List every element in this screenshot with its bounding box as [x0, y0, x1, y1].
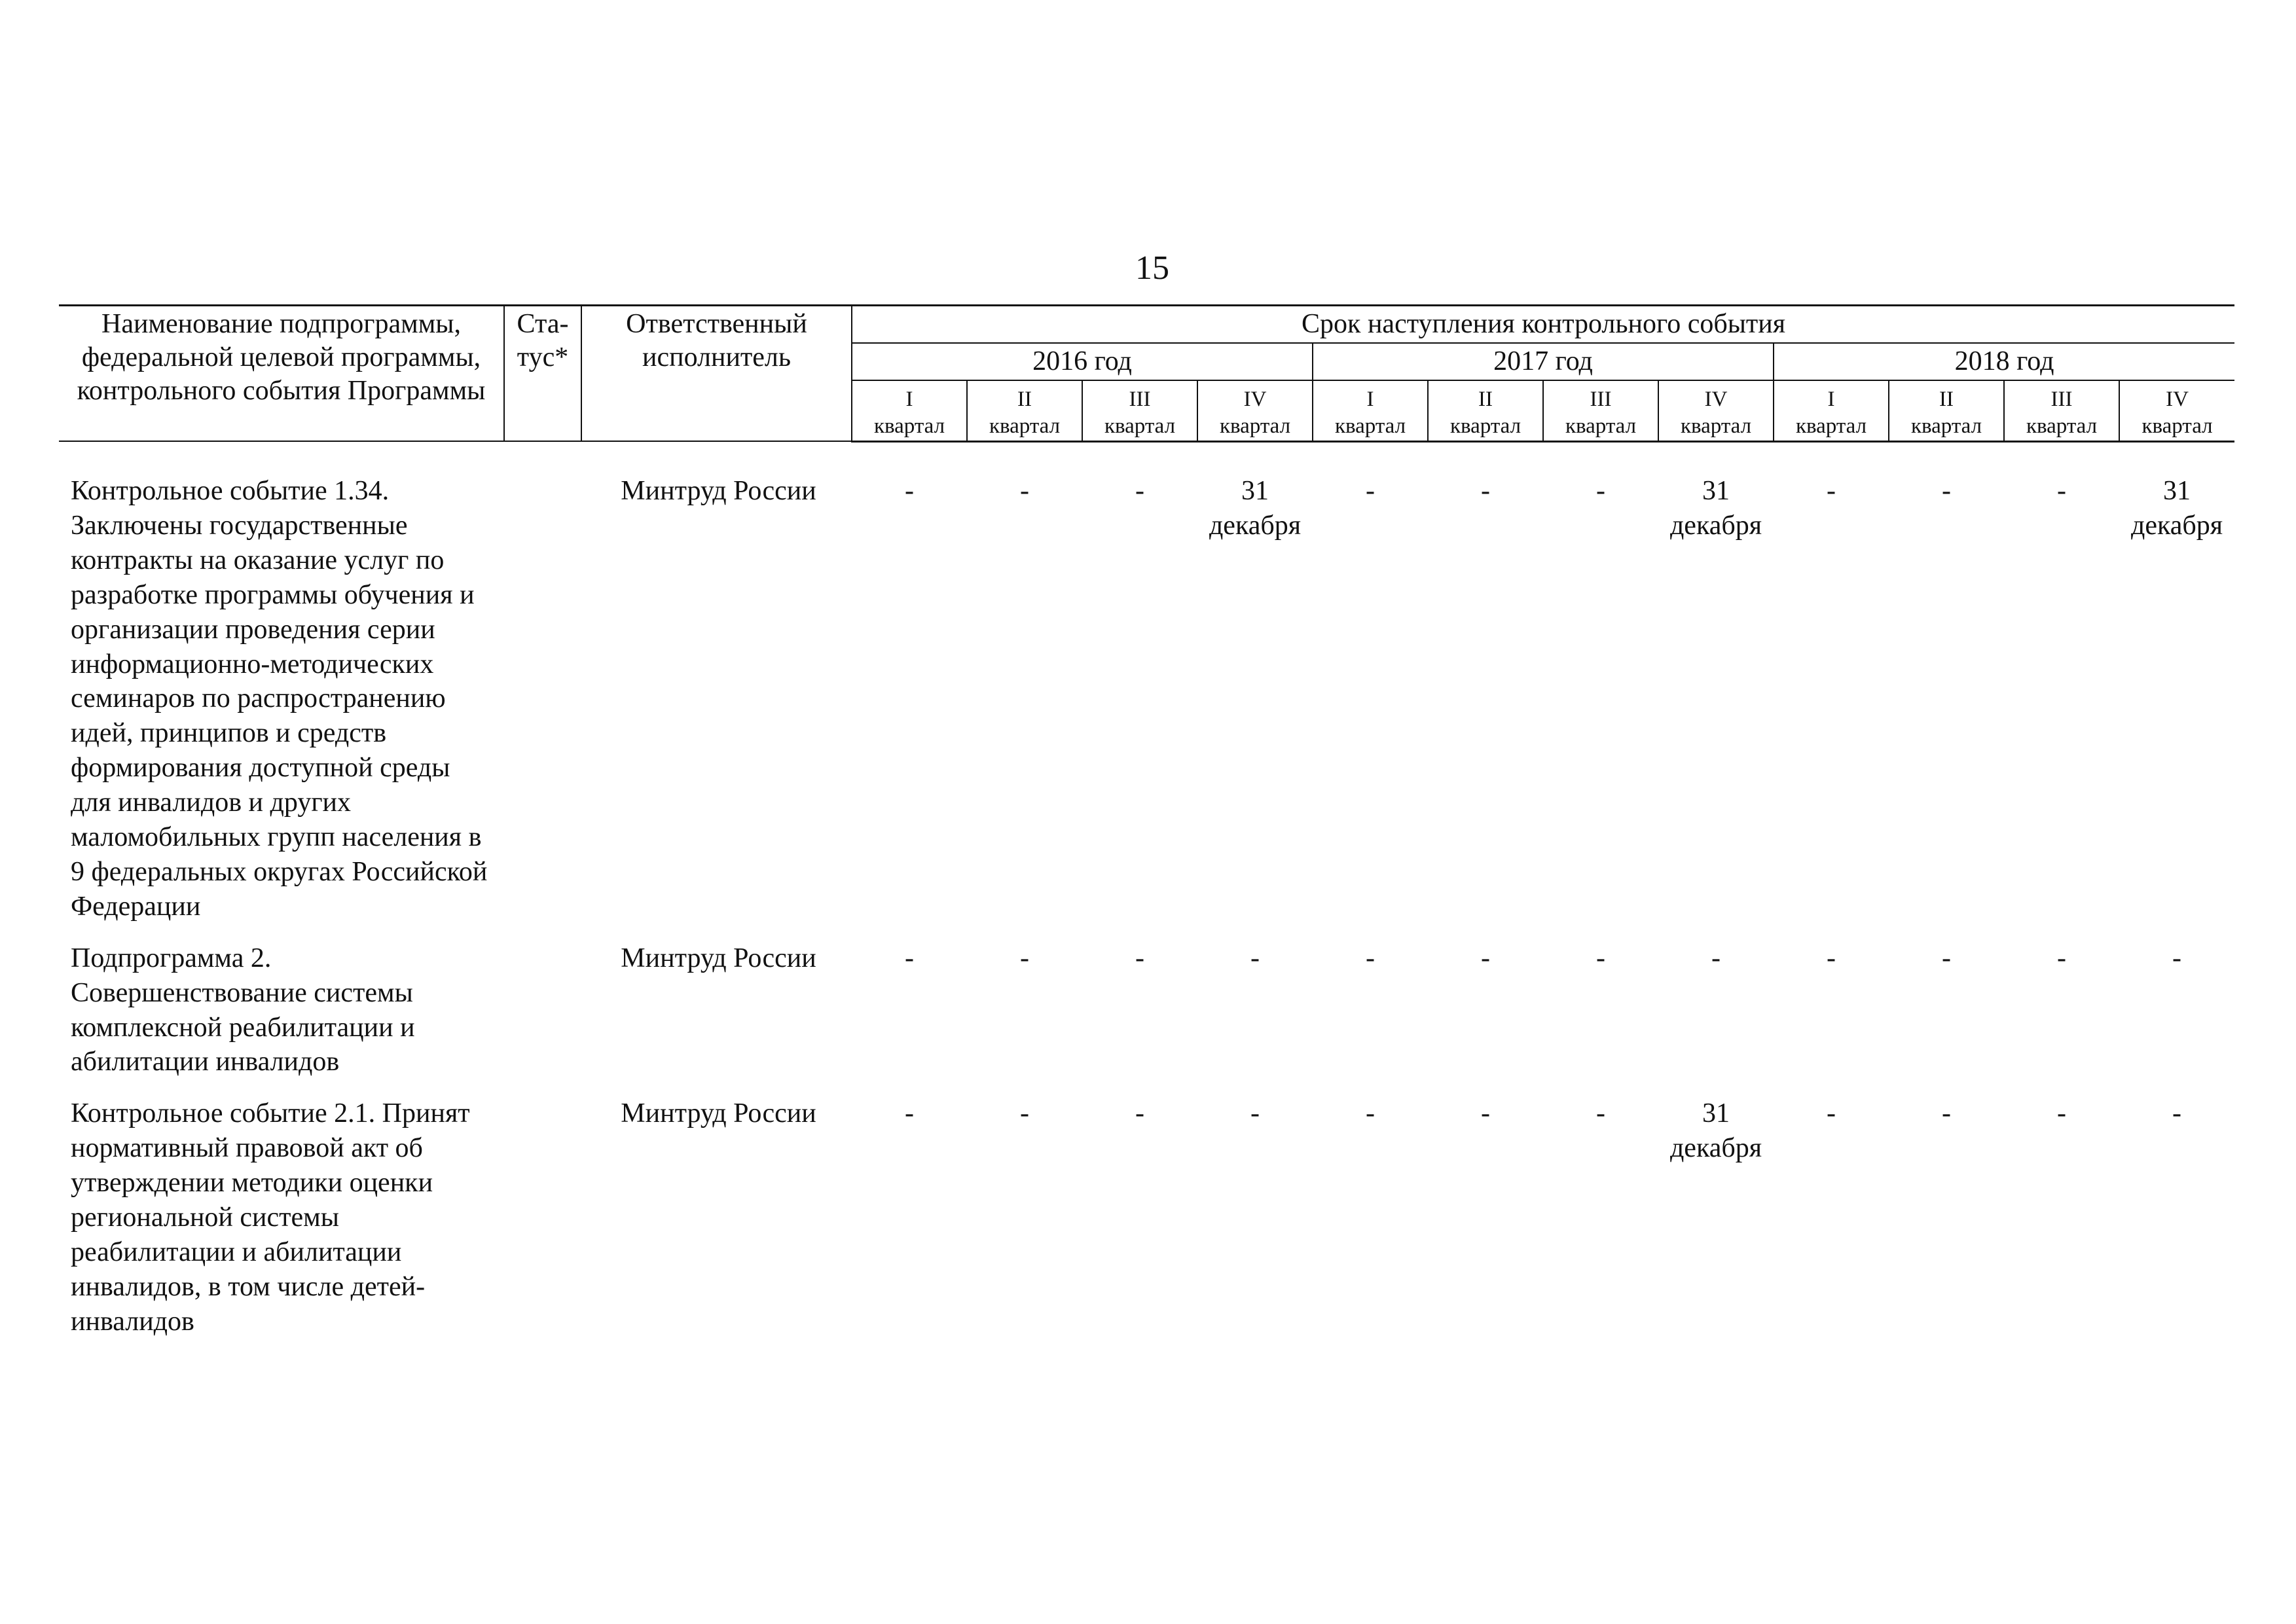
header-quarter	[967, 380, 1082, 441]
event-status	[504, 941, 581, 1097]
header-quarter	[1889, 380, 2004, 441]
quarter-label: квартал	[873, 414, 945, 438]
header-status-column: Ста-тус*	[504, 306, 581, 442]
page-number: 15	[1135, 249, 1169, 287]
quarter-deadline-cell: -	[1135, 1098, 1144, 1129]
quarter-deadline-cell: -	[1366, 943, 1375, 973]
quarter-number: II	[1017, 388, 1032, 412]
header-quarter	[1197, 380, 1313, 441]
quarter-label: квартал	[1910, 414, 1982, 438]
quarter-deadline-cell: -	[1827, 1098, 1836, 1129]
header-year-2017: 2017 год	[1313, 343, 1774, 380]
quarter-label: квартал	[2026, 414, 2098, 438]
quarter-deadline-cell: 31 декабря	[1669, 1098, 1762, 1164]
table-row	[59, 1096, 2234, 1356]
table-row	[59, 474, 2234, 941]
header-quarter	[852, 380, 967, 441]
header-quarter	[1658, 380, 1774, 441]
quarter-deadline-cell: -	[1135, 475, 1144, 506]
quarter-number: II	[1939, 388, 1954, 412]
header-quarter	[2004, 380, 2119, 441]
quarter-deadline-cell: -	[1942, 1098, 1951, 1129]
quarter-deadline-cell: -	[1481, 475, 1490, 506]
quarter-deadline-cell: -	[1711, 943, 1721, 973]
quarter-label: квартал	[1680, 414, 1752, 438]
quarter-deadline-cell: -	[905, 943, 914, 973]
quarter-deadline-cell: -	[1827, 943, 1836, 973]
header-quarter	[1774, 380, 1889, 441]
quarter-deadline-cell: -	[2172, 1098, 2182, 1129]
quarter-number: IV	[2166, 388, 2189, 412]
quarter-deadline-cell: -	[1827, 475, 1836, 506]
quarter-number: I	[1366, 388, 1374, 412]
quarter-deadline-cell: -	[1481, 943, 1490, 973]
quarter-deadline-cell: -	[905, 475, 914, 506]
quarter-deadline-cell: -	[2057, 475, 2066, 506]
quarter-deadline-cell: -	[1020, 1098, 1029, 1129]
quarter-deadline-cell: -	[1596, 1098, 1605, 1129]
quarter-deadline-cell: -	[1250, 943, 1260, 973]
header-quarter	[2119, 380, 2234, 441]
quarter-deadline-cell: -	[1366, 1098, 1375, 1129]
quarter-deadline-cell: -	[1596, 475, 1605, 506]
quarter-number: I	[905, 388, 913, 412]
quarter-deadline-cell: 31 декабря	[2131, 475, 2223, 541]
quarter-label: квартал	[1104, 414, 1176, 438]
header-deadline-group: Срок наступления контрольного события	[852, 306, 2234, 344]
quarter-number: IV	[1243, 388, 1267, 412]
quarter-deadline-cell: -	[905, 1098, 914, 1129]
header-quarter	[1082, 380, 1197, 441]
quarter-deadline-cell: 31 декабря	[1209, 475, 1302, 541]
quarter-number: III	[1129, 388, 1151, 412]
quarter-deadline-cell: -	[1250, 1098, 1260, 1129]
header-name-column: Наименование подпрограммы, федеральной целевой программы, контрольного события Программы	[59, 306, 504, 442]
event-name: Контрольное событие 1.34. Заключены государственные контракты на оказание услуг по разработке программы обучения и организации проведения серии информационно-методических семинаров по распространению идей, принципов и средств формирования доступной среды для инвалидов и других маломобильных групп населения в 9 федеральных округах Российской Федерации	[71, 475, 488, 922]
quarter-deadline-cell: -	[2057, 943, 2066, 973]
quarter-number: IV	[1704, 388, 1728, 412]
header-year-2016: 2016 год	[852, 343, 1313, 380]
responsible-executor: Минтруд России	[621, 1098, 816, 1129]
quarter-label: квартал	[1565, 414, 1637, 438]
header-quarter	[1313, 380, 1428, 441]
quarter-deadline-cell: -	[1135, 943, 1144, 973]
quarter-deadline-cell: -	[2057, 1098, 2066, 1129]
quarter-deadline-cell: -	[1942, 475, 1951, 506]
quarter-deadline-cell: -	[2172, 943, 2182, 973]
quarter-number: III	[1590, 388, 1612, 412]
quarter-deadline-cell: -	[1366, 475, 1375, 506]
quarter-label: квартал	[1449, 414, 1522, 438]
quarter-label: квартал	[2141, 414, 2213, 438]
schedule-table	[59, 304, 2234, 1356]
header-executor-column: Ответственный исполнитель	[581, 306, 852, 442]
quarter-number: II	[1478, 388, 1493, 412]
header-quarter	[1543, 380, 1658, 441]
quarter-number: I	[1827, 388, 1835, 412]
event-status	[504, 474, 581, 941]
quarter-deadline-cell: -	[1481, 1098, 1490, 1129]
header-year-2018: 2018 год	[1774, 343, 2234, 380]
quarter-label: квартал	[989, 414, 1061, 438]
header-quarter	[1428, 380, 1543, 441]
quarter-deadline-cell: 31 декабря	[1669, 475, 1762, 541]
quarter-number: III	[2050, 388, 2073, 412]
event-name: Подпрограмма 2. Совершенствование системы комплексной реабилитации и абилитации инвалидов	[71, 943, 415, 1077]
quarter-deadline-cell: -	[1942, 943, 1951, 973]
quarter-label: квартал	[1334, 414, 1406, 438]
table-row	[59, 941, 2234, 1097]
responsible-executor: Минтруд России	[621, 475, 816, 506]
quarter-deadline-cell: -	[1020, 475, 1029, 506]
quarter-deadline-cell: -	[1596, 943, 1605, 973]
responsible-executor: Минтруд России	[621, 943, 816, 973]
quarter-label: квартал	[1219, 414, 1291, 438]
event-status	[504, 1096, 581, 1356]
quarter-label: квартал	[1795, 414, 1867, 438]
event-name: Контрольное событие 2.1. Принят нормативный правовой акт об утверждении методики оценки региональной системы реабилитации и абилитации инвалидов, в том числе детей-инвалидов	[71, 1098, 470, 1337]
quarter-deadline-cell: -	[1020, 943, 1029, 973]
